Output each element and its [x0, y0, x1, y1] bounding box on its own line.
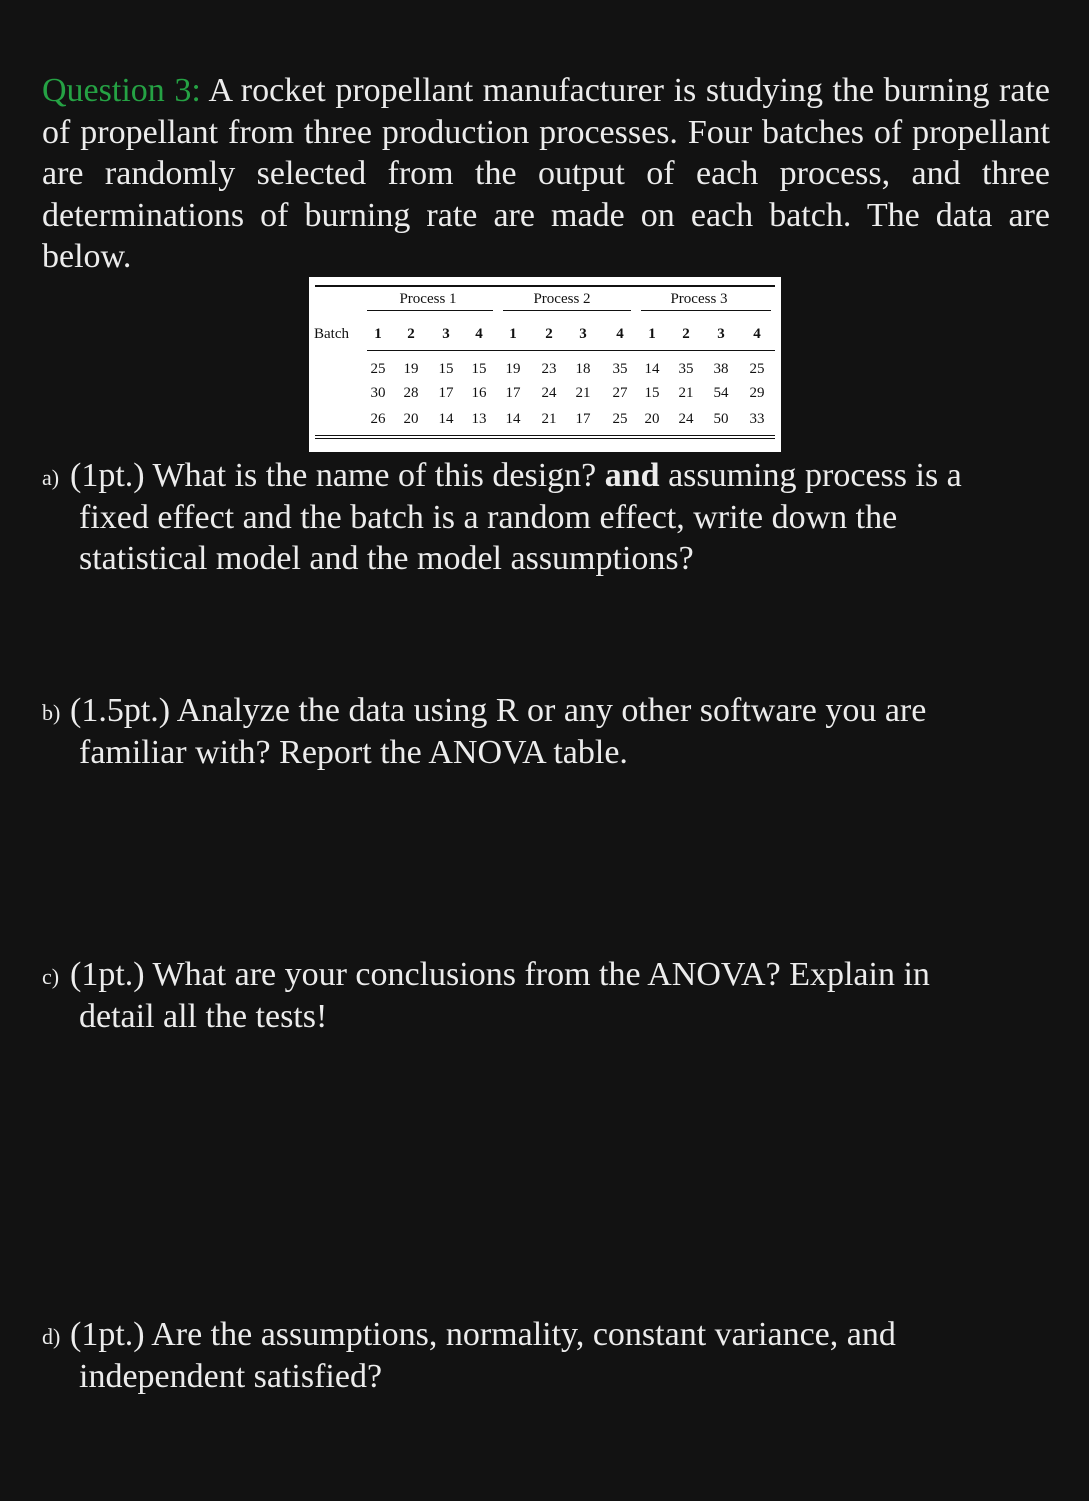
table-cell: 25	[370, 361, 386, 377]
table-cell: 15	[471, 361, 487, 377]
process-header-1: Process 1	[399, 291, 457, 307]
table-bottom-rule-2	[315, 438, 775, 439]
process-1-underline	[367, 310, 493, 311]
table-cell: 13	[471, 411, 487, 427]
table-cell: 24	[541, 385, 557, 401]
table-cell: 17	[438, 385, 454, 401]
table-cell: 15	[438, 361, 454, 377]
table-cell: 20	[644, 411, 660, 427]
question-label: Question 3:	[42, 72, 201, 109]
part-d	[42, 1314, 1052, 1397]
batch-number: 2	[682, 326, 690, 342]
table-cell: 35	[678, 361, 694, 377]
part-d-letter: d)	[42, 1324, 61, 1349]
table-cell: 33	[749, 411, 765, 427]
part-b	[42, 690, 1052, 773]
header-bottom-rule	[367, 350, 775, 351]
table-cell: 19	[403, 361, 419, 377]
process-header-2: Process 2	[533, 291, 591, 307]
table-cell: 54	[713, 385, 729, 401]
table-cell: 14	[438, 411, 454, 427]
table-cell: 26	[370, 411, 386, 427]
table-cell: 14	[644, 361, 660, 377]
table-cell: 38	[713, 361, 729, 377]
table-bottom-rule-1	[315, 435, 775, 436]
table-top-rule	[315, 285, 775, 287]
process-header-3: Process 3	[670, 291, 728, 307]
batch-number: 1	[509, 326, 517, 342]
table-cell: 35	[612, 361, 628, 377]
table-cell: 14	[505, 411, 521, 427]
table-cell: 27	[612, 385, 628, 401]
table-cell: 30	[370, 385, 386, 401]
part-b-letter: b)	[42, 700, 61, 725]
table-cell: 21	[678, 385, 694, 401]
table-cell: 50	[713, 411, 729, 427]
table-cell: 25	[749, 361, 765, 377]
part-a-line3: statistical model and the model assumptions?	[79, 540, 694, 577]
part-a-line1-bold: and	[604, 457, 660, 494]
part-c-line2: detail all the tests!	[79, 997, 328, 1035]
batch-number: 3	[442, 326, 450, 342]
part-d-line2: independent satisfied?	[79, 1357, 383, 1395]
part-a-line2: fixed effect and the batch is a random effect, write down the	[79, 498, 898, 536]
batch-number: 4	[753, 326, 761, 342]
table-cell: 18	[575, 361, 591, 377]
part-a-line1-pre: (1pt.) What is the name of this design?	[70, 457, 605, 494]
batch-label: Batch	[314, 326, 349, 342]
batch-number: 2	[407, 326, 415, 342]
table-cell: 21	[541, 411, 557, 427]
table-cell: 20	[403, 411, 419, 427]
table-cell: 21	[575, 385, 591, 401]
table-cell: 28	[403, 385, 419, 401]
batch-number: 1	[374, 326, 382, 342]
batch-number: 1	[648, 326, 656, 342]
table-cell: 23	[541, 361, 557, 377]
table-cell: 15	[644, 385, 660, 401]
part-b-line1: (1.5pt.) Analyze the data using R or any other software you are	[70, 692, 927, 729]
batch-number: 4	[616, 326, 624, 342]
table-cell: 19	[505, 361, 521, 377]
process-2-underline	[503, 310, 631, 311]
question-text	[42, 70, 1050, 278]
part-a-letter: a)	[42, 465, 60, 490]
process-3-underline	[641, 310, 771, 311]
batch-number: 3	[579, 326, 587, 342]
table-cell: 17	[505, 385, 521, 401]
data-table	[309, 277, 781, 452]
part-b-line2: familiar with? Report the ANOVA table.	[79, 733, 628, 771]
part-a	[42, 455, 1052, 580]
part-c-line1: (1pt.) What are your conclusions from the ANOVA? Explain in	[70, 956, 930, 993]
batch-number: 3	[717, 326, 725, 342]
table-cell: 16	[471, 385, 487, 401]
part-d-line1: (1pt.) Are the assumptions, normality, constant variance, and	[70, 1316, 896, 1353]
table-cell: 24	[678, 411, 694, 427]
part-c-letter: c)	[42, 964, 60, 989]
table-cell: 25	[612, 411, 628, 427]
part-c	[42, 954, 1052, 1037]
batch-number: 2	[545, 326, 553, 342]
table-cell: 29	[749, 385, 765, 401]
question-body: A rocket propellant manufacturer is studying the burning rate of propellant from three production processes. Four batches of propellant are randomly selected from the output of each process, and three determinations of burning rate are made on each batch. The data are below.	[42, 72, 1050, 275]
table-cell: 17	[575, 411, 591, 427]
part-a-line1-post: assuming process is a	[659, 457, 962, 494]
batch-number: 4	[475, 326, 483, 342]
